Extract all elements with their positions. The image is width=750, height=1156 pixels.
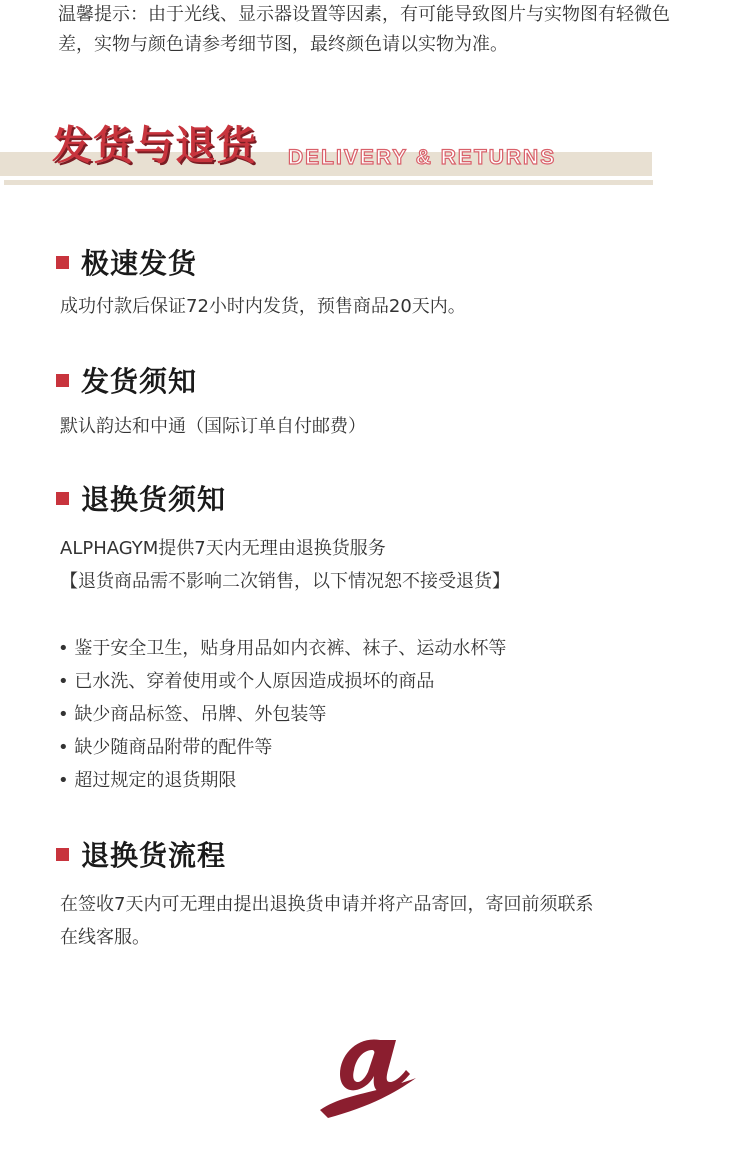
section-title: 退换货须知 [81, 483, 227, 516]
section-body: ALPHAGYM提供7天内无理由退换货服务 【退货商品需不影响二次销售，以下情况恕不接受退货】 [60, 538, 510, 592]
banner-underline [4, 180, 653, 185]
section-banner [0, 112, 750, 192]
section-body: 在签收7天内可无理由提出退换货申请并将产品寄回，寄回前须联系 在线客服。 [60, 894, 594, 948]
section-heading-return-process [56, 834, 226, 874]
list-item: • 缺少随商品附带的配件等 [58, 731, 506, 764]
section-body: 默认韵达和中通（国际订单自付邮费） [60, 416, 366, 437]
list-item: • 超过规定的退货期限 [58, 764, 506, 797]
alphagym-a-logo-icon [318, 1032, 418, 1122]
color-notice: 温馨提示：由于光线、显示器设置等因素，有可能导致图片与实物图有轻微色 差，实物与颜色请参考细节图，最终颜色请以实物为准。 [58, 4, 670, 55]
return-exclusions-list [58, 632, 506, 797]
section-title: 退换货流程 [81, 839, 227, 872]
heading-marker-icon [56, 256, 69, 269]
section-title: 发货须知 [81, 365, 198, 398]
banner-subtitle: DELIVERY & RETURNS [288, 146, 557, 169]
section-body: 成功付款后保证72小时内发货，预售商品20天内。 [60, 296, 466, 317]
list-item: • 已水洗、穿着使用或个人原因造成损坏的商品 [58, 665, 506, 698]
section-heading-shipping-notes [56, 360, 197, 400]
heading-marker-icon [56, 848, 69, 861]
list-item: • 鉴于安全卫生，贴身用品如内衣裤、袜子、运动水杯等 [58, 632, 506, 665]
banner-title: 发货与退货 [52, 123, 257, 169]
section-heading-shipping [56, 242, 197, 282]
list-item: • 缺少商品标签、吊牌、外包装等 [58, 698, 506, 731]
section-heading-return-notes [56, 478, 226, 518]
heading-marker-icon [56, 374, 69, 387]
heading-marker-icon [56, 492, 69, 505]
section-title: 极速发货 [81, 247, 198, 280]
